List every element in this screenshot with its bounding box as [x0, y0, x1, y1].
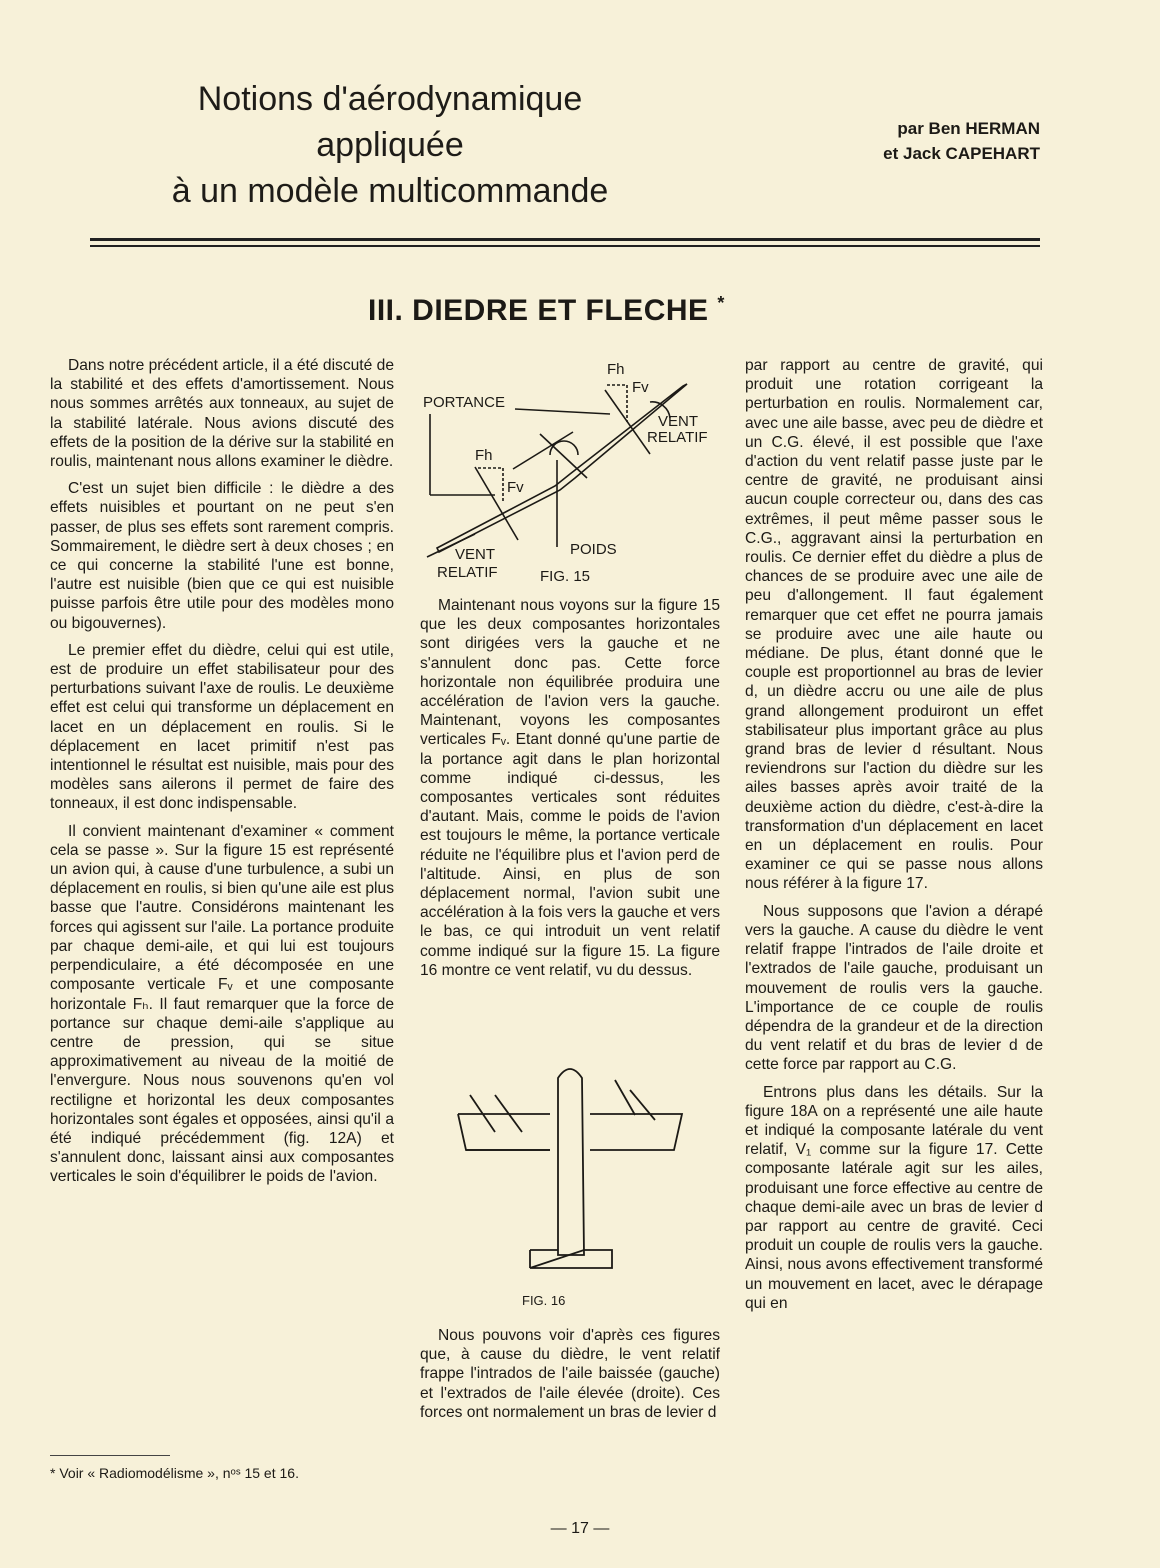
- figure-16: [450, 1060, 690, 1310]
- paragraph: Dans notre précédent article, il a été discuté de la stabilité et des effets d'amortissement. Nous nous sommes arrêtés aux tonneaux, au sujet de la stabilité latérale. Nous avions discuté des effets de la position de la dérive sur la stabilité en roulis, maintenant nous allons examiner le dièdre.: [50, 357, 394, 471]
- column-2-continued: [420, 1326, 720, 1430]
- paragraph: Nous pouvons voir d'après ces figures que, à cause du dièdre, le vent relatif frappe l'intrados de l'aile baissée (gauche) et l'extrados de l'aile élevée (droite). Ces forces ont normalement un bras de levier d: [420, 1327, 720, 1421]
- label-fh: Fh: [475, 447, 493, 464]
- label-poids: POIDS: [570, 541, 617, 558]
- label-fh: Fh: [607, 361, 625, 378]
- article-title: [90, 76, 690, 214]
- column-3: [745, 356, 1043, 1321]
- footnote-divider: [50, 1455, 170, 1456]
- label-relatif: RELATIF: [647, 429, 708, 446]
- paragraph: Il convient maintenant d'examiner « comment cela se passe ». Sur la figure 15 est représenté un avion qui, à cause d'une turbulence, a subi un déplacement en roulis, si bien qu'une aile est plus basse que l'autre. Considérons maintenant les forces qui agissent sur l'aile. La portance produite par chaque demi-aile, et qui lui est toujours perpendiculaire, a été décomposée en une composante verticale Fᵥ et une composante horizontale Fₕ. Il faut remarquer que la force de portance sur chaque demi-aile s'applique au centre de pression, qui se situe approximativement au niveau de la moitié de l'envergure. Nous nous souvenons qu'en vol rectiligne et horizontal les deux composantes horizontales sont égales et opposées, ainsi qu'il a été indiqué précédemment (fig. 12A) et s'annulent donc, laissant ainsi aux composantes verticales le soin d'équilibrer le poids de l'avion.: [50, 822, 394, 1186]
- footnote: * Voir « Radiomodélisme », nᵒˢ 15 et 16.: [50, 1465, 299, 1481]
- paragraph: par rapport au centre de gravité, qui produit une rotation corrigeant la perturbation en roulis. Normalement car, avec une aile basse, avec peu de dièdre et un C.G. élevé, il est possible que l'axe d'action du vent relatif passe juste par le centre de gravité, ne produisant ainsi aucun couple correcteur ou, dans des cas extrêmes, il peut même passer sous le C.G., aggravant ainsi la perturbation en roulis. Ce dernier effet du dièdre a plus de chances de se produire avec une aile de peu d'allongement. Il faut également remarquer que cet effet ne pourra jamais se produire avec une aile haute ou médiane. De plus, étant donné que le couple est proportionnel au bras de levier d, un dièdre accru ou une aile de plus grand allongement produiront un effet stabilisateur plus important grâce au plus grand bras de levier d résultant. Nous reviendrons sur l'action du dièdre sur les ailes basses après avoir traité de la deuxième action du dièdre, c'est-à-dire la transformation d'un déplacement en lacet en un déplacement en roulis. Pour examiner ce qui se passe nous allons nous référer à la figure 17.: [745, 357, 1043, 893]
- label-portance: PORTANCE: [423, 394, 505, 411]
- title-line: à un modèle multicommande: [171, 172, 609, 210]
- label-vent: VENT: [455, 546, 496, 563]
- footnote-mark: *: [717, 293, 725, 313]
- paragraph: Le premier effet du dièdre, celui qui est utile, est de produire un effet stabilisateur pour des perturbations suivant l'axe de roulis. Le deuxième effet est celui qui transforme un déplacement en lacet en un déplacement en roulis. Si le déplacement en lacet primitif n'est pas intentionnel le résultat est nuisible, mais pour des modèles sans ailerons il permet de faire des tonneaux, il est donc indispensable.: [50, 641, 394, 813]
- section-title: III. DIEDRE ET FLECHE: [368, 294, 709, 327]
- column-2: [420, 596, 720, 988]
- label-fv: Fv: [632, 379, 649, 396]
- title-line: Notions d'aérodynamique: [197, 80, 583, 118]
- label-fv: Fv: [507, 479, 524, 496]
- wing-outline: [458, 1114, 682, 1150]
- label-vent: VENT: [658, 413, 699, 430]
- author-line: et Jack CAPEHART: [883, 144, 1040, 163]
- figure-caption: FIG. 15: [540, 568, 591, 585]
- paragraph: Maintenant nous voyons sur la figure 15 que les deux composantes horizontales sont dirigées vers la gauche et ne s'annulent donc pas. Cette force horizontale non équilibrée produira une accélération de l'avion vers la gauche. Maintenant, voyons les composantes verticales Fᵥ. Etant donné qu'une partie de la portance agit dans le plan horizontal comme indiqué ci-dessus, les composantes verticales sont réduites d'autant. Mais, comme le poids de l'avion est toujours le même, la portance verticale réduite ne l'équilibre plus et l'avion perd de l'altitude. Ainsi, en plus de son déplacement normal, l'avion subit une accélération à la fois vers la gauche et vers le bas, ce qui introduit un vent relatif comme indiqué sur la figure 15. La figure 16 montre ce vent relatif, vu du dessus.: [420, 597, 720, 979]
- author-line: par Ben HERMAN: [897, 119, 1040, 138]
- section-heading: [368, 293, 725, 328]
- label-relatif: RELATIF: [437, 564, 498, 581]
- column-1: [50, 356, 394, 1195]
- divider: [90, 245, 1040, 247]
- fuselage-outline: [558, 1069, 584, 1255]
- authors: [780, 116, 1040, 166]
- figure-caption: FIG. 16: [522, 1293, 566, 1308]
- paragraph: Entrons plus dans les détails. Sur la figure 18A on a représenté une aile haute et indiqué la composante latérale du vent relatif, V₁ comme sur la figure 17. Cette composante latérale agit sur les ailes, produisant une force effective au centre de chaque demi-aile avec un bras de levier d par rapport au centre de gravité. Ceci produit un couple de roulis vers la gauche. Ainsi, nous avons effectivement transformé un mouvement en lacet, avec le dérapage qui en: [745, 1083, 1043, 1312]
- paragraph: C'est un sujet bien difficile : le dièdre a des effets nuisibles et pourtant on ne peut s'en passer, de plus ses effets sont rarement compris. Sommairement, le dièdre sert à deux choses ; en ce qui concerne la stabilité l'une est bonne, l'autre est nuisible (bien que ce qui est nuisible puisse parfois être utile pour des modèles mono ou bigouvernes).: [50, 480, 394, 632]
- paragraph: Nous supposons que l'avion a dérapé vers la gauche. A cause du dièdre le vent relatif frappe l'intrados de l'aile droite et l'extrados de l'aile gauche, produisant un mouvement de roulis vers la gauche. L'importance de ce couple de roulis dépendra de la grandeur et de la direction du vent relatif et du bras de levier d de cette force par rapport au C.G.: [745, 902, 1043, 1074]
- page-number: — 17 —: [550, 1520, 610, 1537]
- figure-15: [415, 352, 735, 592]
- title-line: appliquée: [316, 126, 464, 164]
- divider: [90, 238, 1040, 241]
